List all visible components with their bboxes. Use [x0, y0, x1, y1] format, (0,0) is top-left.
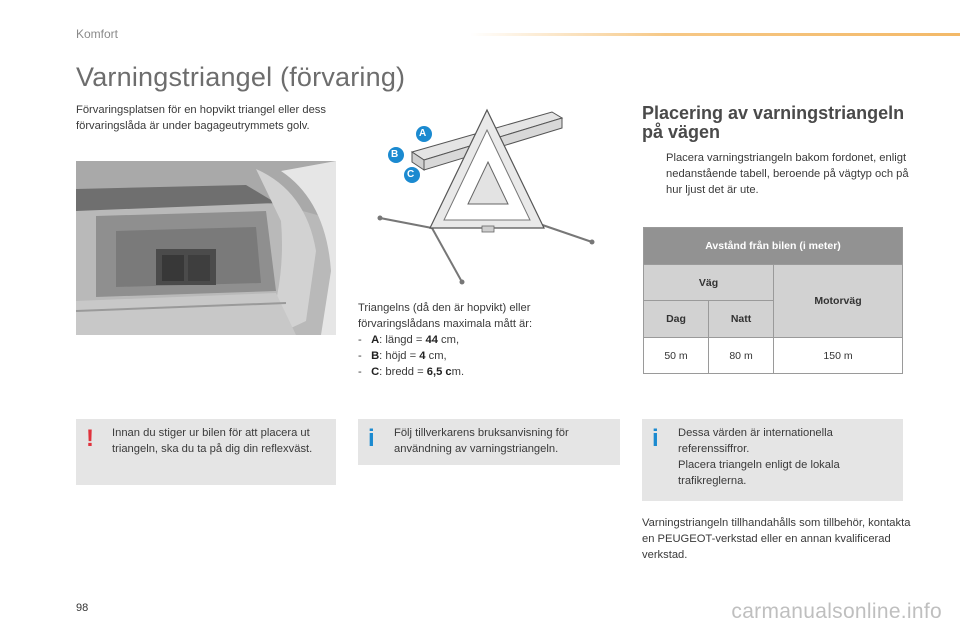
table-cell-night: 80 m	[709, 338, 774, 374]
placement-section-title: Placering av varningstriangeln på vägen	[642, 103, 905, 142]
label-b-badge: B	[391, 149, 399, 160]
info-note-manual	[358, 419, 620, 465]
warning-icon: !	[86, 425, 94, 452]
table-col-day: Dag	[644, 301, 709, 338]
table-cell-motorway: 150 m	[774, 338, 903, 374]
dimensions-block	[358, 300, 598, 380]
page-title: Varningstriangel (förvaring)	[76, 62, 406, 92]
info-note-manual-text: Följ tillverkarens bruksanvisning för användning av varningstriangeln.	[394, 427, 569, 455]
dimension-item-c: - C: bredd = 6,5 cm.	[358, 366, 465, 378]
dimensions-intro: Triangelns (då den är hopvikt) eller förvaringslådans maximala mått är:	[358, 302, 533, 330]
watermark: carmanualsonline.info	[731, 600, 942, 623]
placement-bullet-text: Placera varningstriangeln bakom fordonet, enligt nedanstående tabell, beroende på vägtyp och på hur ljust det är ute.	[666, 152, 909, 196]
label-c-badge: C	[407, 169, 415, 180]
warning-triangle-diagram	[372, 100, 604, 296]
table-row	[644, 338, 903, 374]
table-header: Avstånd från bilen (i meter)	[644, 228, 903, 265]
accessory-note: Varningstriangeln tillhandahålls som tillbehör, kontakta en PEUGEOT-verkstad eller en annan kvalificerad verkstad.	[642, 517, 911, 561]
info-note-reference-line2: Placera triangeln enligt de lokala trafikreglerna.	[678, 459, 840, 487]
table-col-night: Natt	[709, 301, 774, 338]
distance-table	[643, 227, 903, 374]
table-col-road: Väg	[644, 265, 774, 301]
table-col-motorway: Motorväg	[774, 265, 903, 338]
dimension-item-a: - A: längd = 44 cm,	[358, 334, 460, 346]
info-icon: i	[652, 425, 659, 452]
warning-note-text: Innan du stiger ur bilen för att placera ut triangeln, ska du ta på dig din reflexväst.	[112, 427, 313, 455]
section-label: Komfort	[76, 27, 119, 41]
placement-bullet	[642, 150, 912, 198]
page-number: 98	[76, 602, 89, 614]
trunk-storage-photo	[76, 161, 336, 335]
label-a-badge: A	[419, 128, 427, 139]
header-accent-bar	[470, 33, 960, 36]
info-note-reference-line1: Dessa värden är internationella referenssiffror.	[678, 427, 833, 455]
intro-text: Förvaringsplatsen för en hopvikt triangel eller dess förvaringslåda är under bagageutrymmets golv.	[76, 104, 326, 132]
dimension-item-b: - B: höjd = 4 cm,	[358, 350, 447, 362]
table-cell-day: 50 m	[644, 338, 709, 374]
info-icon: i	[368, 425, 375, 452]
warning-note	[76, 419, 336, 485]
info-note-reference	[642, 419, 903, 501]
